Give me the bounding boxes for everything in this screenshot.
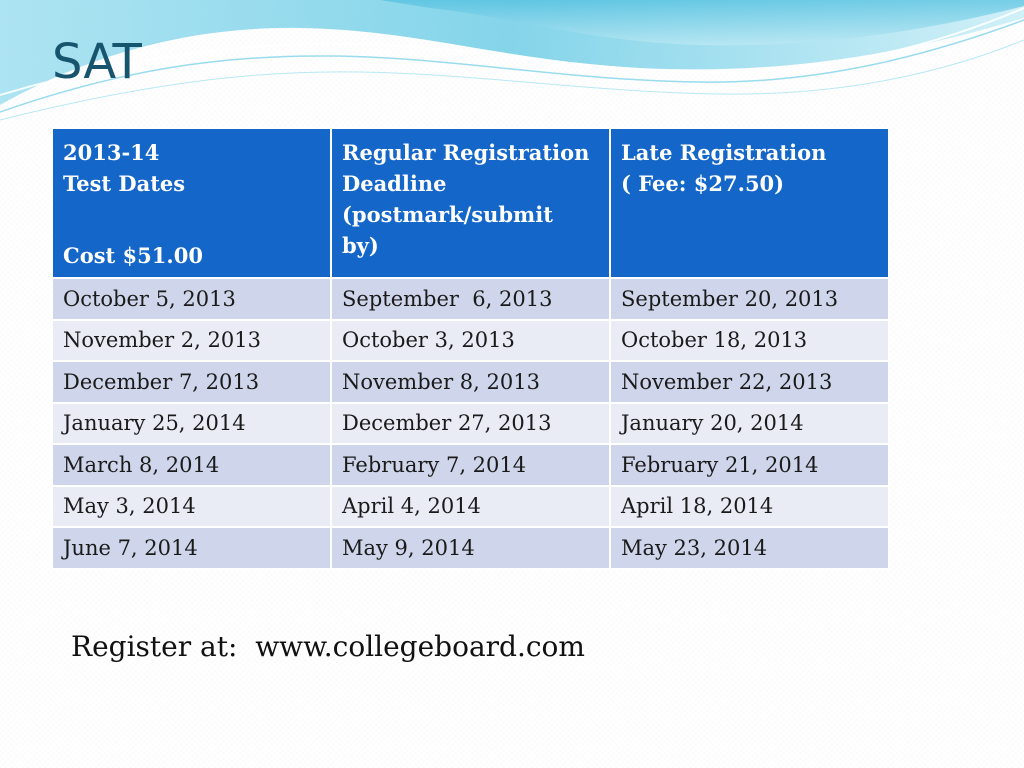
table-header-row (52, 128, 889, 278)
table-row (52, 527, 889, 569)
table-row (52, 320, 889, 362)
cell-regular-deadline: November 8, 2013 (331, 361, 610, 403)
cell-test-date: January 25, 2014 (52, 403, 331, 445)
header-line: Late Registration (621, 140, 827, 165)
register-instructions: Register at: www.collegeboard.com (71, 630, 585, 663)
header-line: Deadline (342, 171, 447, 196)
cell-test-date: June 7, 2014 (52, 527, 331, 569)
table-row (52, 278, 889, 320)
wave-decoration (0, 0, 1024, 130)
slide-title: SAT (52, 34, 142, 90)
header-test-dates (52, 128, 331, 278)
cell-test-date: December 7, 2013 (52, 361, 331, 403)
cell-late-deadline: May 23, 2014 (610, 527, 889, 569)
cell-test-date: November 2, 2013 (52, 320, 331, 362)
header-line: Test Dates (63, 171, 186, 196)
cell-regular-deadline: September 6, 2013 (331, 278, 610, 320)
header-line: ( Fee: $27.50) (621, 171, 785, 196)
header-line: 2013-14 (63, 140, 160, 165)
cell-regular-deadline: April 4, 2014 (331, 486, 610, 528)
cell-late-deadline: November 22, 2013 (610, 361, 889, 403)
cell-test-date: May 3, 2014 (52, 486, 331, 528)
table-row (52, 403, 889, 445)
cell-regular-deadline: December 27, 2013 (331, 403, 610, 445)
sat-schedule-table (51, 127, 890, 570)
header-line: (postmark/submit (342, 202, 553, 227)
table-row (52, 444, 889, 486)
cell-late-deadline: January 20, 2014 (610, 403, 889, 445)
table-row (52, 361, 889, 403)
cell-late-deadline: April 18, 2014 (610, 486, 889, 528)
cell-test-date: March 8, 2014 (52, 444, 331, 486)
header-line: Regular Registration (342, 140, 590, 165)
cell-regular-deadline: February 7, 2014 (331, 444, 610, 486)
cell-late-deadline: February 21, 2014 (610, 444, 889, 486)
table-row (52, 486, 889, 528)
header-late-registration (610, 128, 889, 278)
cell-regular-deadline: October 3, 2013 (331, 320, 610, 362)
cell-regular-deadline: May 9, 2014 (331, 527, 610, 569)
header-cost: Cost $51.00 (63, 243, 203, 268)
header-regular-deadline (331, 128, 610, 278)
cell-test-date: October 5, 2013 (52, 278, 331, 320)
cell-late-deadline: September 20, 2013 (610, 278, 889, 320)
header-line: by) (342, 233, 379, 258)
cell-late-deadline: October 18, 2013 (610, 320, 889, 362)
